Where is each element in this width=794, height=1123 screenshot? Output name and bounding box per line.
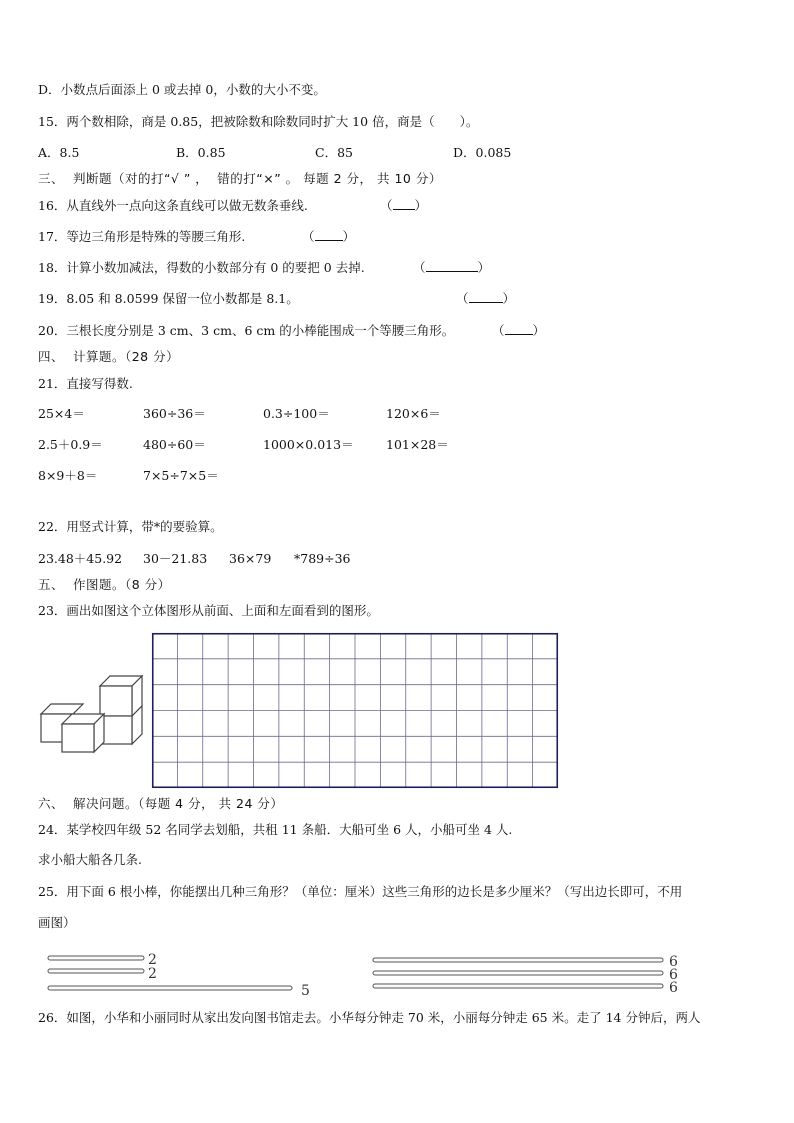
section-5-heading: 五、 作图题。（8 分） <box>38 577 171 592</box>
question-23: 23．画出如图这个立体图形从前面、上面和左面看到的图形。 <box>38 603 379 618</box>
stick-label: 2 <box>148 952 157 968</box>
answer-blank-16[interactable]: （ ） <box>380 198 428 213</box>
question-25-line-1: 25．用下面 6 根小棒，你能摆出几种三角形？（单位：厘米）这些三角形的边长是多少厘米？（写出边长即可，不用 <box>38 884 683 899</box>
q21-item: 1000×0.013＝ <box>263 437 354 452</box>
question-26: 26．如图，小华和小丽同时从家出发向图书馆走去。小华每分钟走 70 米，小丽每分钟走 65 米。走了 14 分钟后，两人 <box>38 1010 701 1025</box>
section-6-heading: 六、 解决问题。（每题 4 分， 共 24 分） <box>38 796 284 811</box>
q22-item: 30－21.83 <box>143 551 208 566</box>
stick-label: 6 <box>669 980 678 996</box>
q22-item: 23.48＋45.92 <box>38 551 123 566</box>
q21-item: 120×6＝ <box>386 406 441 421</box>
question-25-line-2: 画图） <box>38 915 76 930</box>
sticks-right <box>370 951 690 1001</box>
answer-blank-17[interactable]: （ ） <box>302 229 356 244</box>
answer-blank-20[interactable]: （ ） <box>492 323 546 338</box>
q21-item: 8×9＋8＝ <box>38 468 98 483</box>
q21-item: 360÷36＝ <box>143 406 206 421</box>
cube-figure <box>38 668 148 758</box>
q21-item: 25×4＝ <box>38 406 85 421</box>
question-17: 17．等边三角形是特殊的等腰三角形. <box>38 229 246 244</box>
section-4-heading: 四、 计算题。（28 分） <box>38 349 180 364</box>
q21-item: 0.3÷100＝ <box>263 406 330 421</box>
q22-item: *789÷36 <box>294 551 351 566</box>
q21-item: 101×28＝ <box>386 437 449 452</box>
stick-label: 6 <box>669 954 678 970</box>
q15-option-b: B．0.85 <box>176 145 226 160</box>
q15-option-c: C．85 <box>315 145 353 160</box>
option-d-text: D．小数点后面添上 0 或去掉 0，小数的大小不变。 <box>38 82 326 97</box>
question-24-line-1: 24．某学校四年级 52 名同学去划船，共租 11 条船．大船可坐 6 人，小船可坐 4 人. <box>38 822 513 837</box>
drawing-grid[interactable] <box>152 633 558 788</box>
question-20: 20．三根长度分别是 3 cm、3 cm、6 cm 的小棒能围成一个等腰三角形。 <box>38 323 455 338</box>
q15-option-a: A．8.5 <box>38 145 80 160</box>
stick-label: 5 <box>301 983 310 999</box>
question-19: 19．8.05 和 8.0599 保留一位小数都是 8.1。 <box>38 291 299 306</box>
question-24-line-2: 求小船大船各几条. <box>38 852 142 867</box>
stick-label: 6 <box>669 967 678 983</box>
q15-option-d: D．0.085 <box>453 145 512 160</box>
sticks-left <box>44 951 344 1001</box>
section-3-heading: 三、 判断题（对的打“√ ” ， 错的打“×” 。 每题 2 分， 共 10 分） <box>38 171 442 186</box>
q21-item: 2.5＋0.9＝ <box>38 437 103 452</box>
q22-item: 36×79 <box>229 551 272 566</box>
q21-item: 480÷60＝ <box>143 437 206 452</box>
question-22: 22．用竖式计算，带*的要验算。 <box>38 519 223 534</box>
q21-item: 7×5÷7×5＝ <box>143 468 219 483</box>
question-16: 16．从直线外一点向这条直线可以做无数条垂线. <box>38 198 308 213</box>
answer-blank-18[interactable]: （ ） <box>413 260 491 275</box>
answer-blank-19[interactable]: （ ） <box>456 291 516 306</box>
question-18: 18．计算小数加减法，得数的小数部分有 0 的要把 0 去掉. <box>38 260 365 275</box>
stick-label: 2 <box>148 966 157 982</box>
question-21: 21．直接写得数. <box>38 376 133 391</box>
question-15: 15．两个数相除，商是 0.85，把被除数和除数同时扩大 10 倍，商是（ ）。 <box>38 114 479 129</box>
